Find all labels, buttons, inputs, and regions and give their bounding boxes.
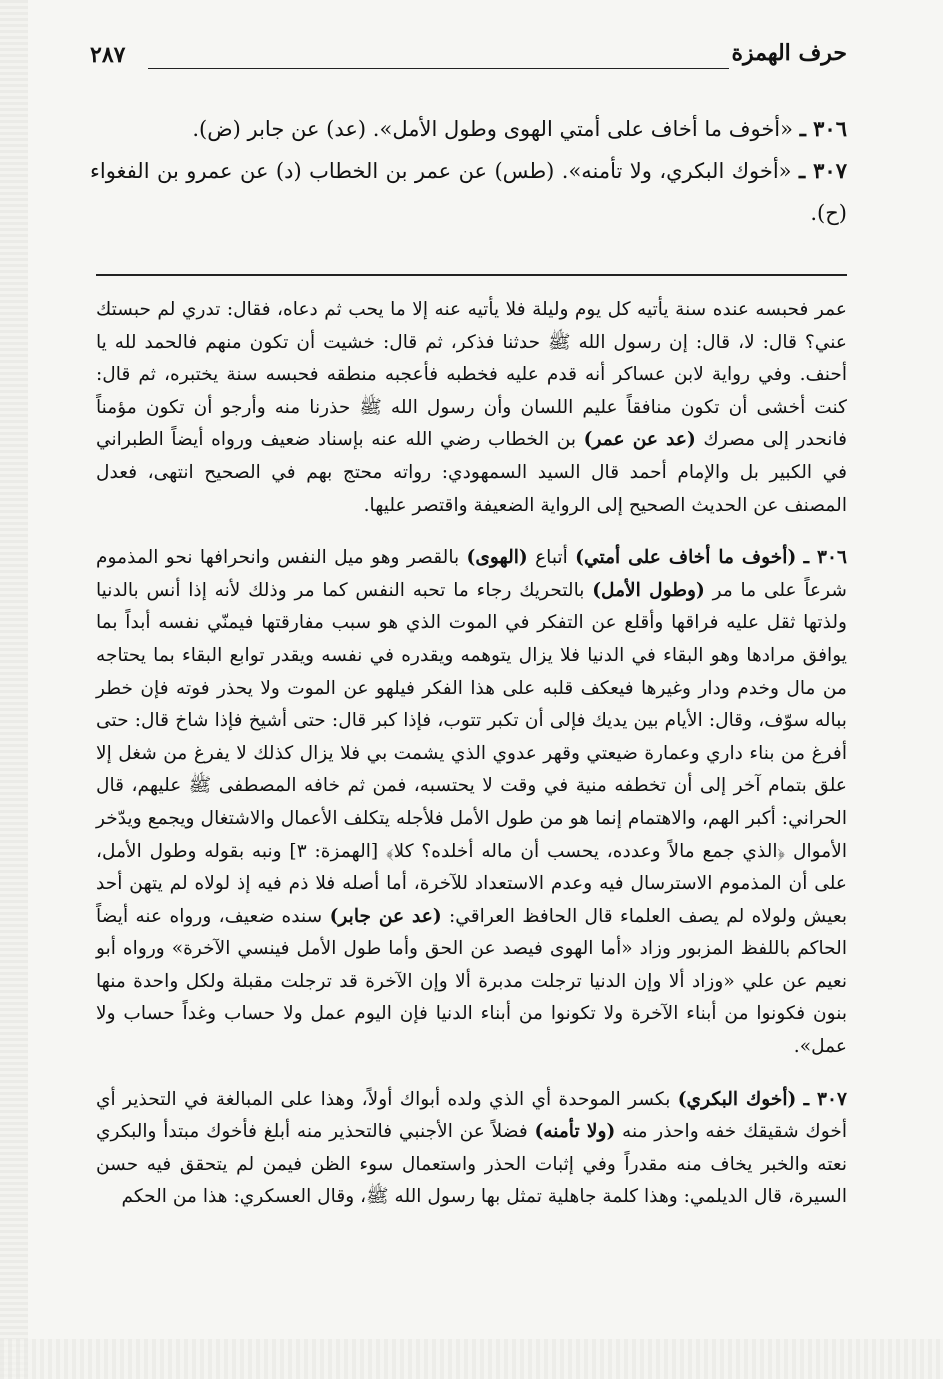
hadith-307: [90, 150, 847, 234]
commentary-text: عمر فحبسه عنده سنة يأتيه كل يوم وليلة فلا يأتيه عنه إلا ما يحب ثم دعاه، فقال: تدري لم حبستك عني؟ قال: لا، قال: إن رسول الله ﷺ حدثنا فذكر، ثم قال: خشيت أن تكون منهم فالحمد لله يا أحنف. وفي رواية لابن عساكر أنه قدم عليه فخطبه فأعجبه منطقه فحبسه سنة يختبره، ثم قال: كنت أخشى أن تكون منافقاً عليم اللسان وأن رسول الله ﷺ حذرنا منه وأرجو أن تكون مؤمناً فانحدر إلى مصرك: [96, 299, 847, 451]
chapter-title: حرف الهمزة: [731, 40, 847, 66]
commentary-text: بن الخطاب رضي الله عنه بإسناد ضعيف ورواه أيضاً الطبراني في الكبير بل والإمام أحمد قال السيد السمهودي: رواته محتج بهم في الصحيح انتهى، فعدل المصنف عن الحديث الصحيح إلى الرواية الضعيفة واقتصر عليها.: [96, 429, 847, 516]
commentary: [96, 294, 847, 1214]
commentary-text: بالتحريك رجاء ما تحبه النفس كما مر وذلك لأنه إذا أنس بالدنيا ولذتها ثقل عليه فراقها وأقلع عن التفكر في الموت الذي هو سبب مفارقتها فيمنّي نفسه أبداً بما يوافق مرادها وهو البقاء في الدنيا فلا يزال يتوهمه ويقدره في نفسه ويقدر توابع البقاء بما يحتاجه من مال وخدم ودار وغيرها فيعكف قلبه على هذا الفكر فيلهو عن الموت ولا يحذر فوته فإن خطر بباله سوّف، وقال: الأيام بين يديك فإلى أن تكبر تتوب، فإذا كبر قال: حتى أشيخ فإذا شاخ قال: حتى أفرغ من بناء داري وعمارة ضيعتي وقهر عدوي الذي يشمت بي فلا يزال كذلك لا يفرغ من شغل إلا علق بتمام آخر إلى أن تخطفه منية في وقت لا يحتسبه، فمن ثم خافه المصطفى ﷺ عليهم، قال الحراني: أكبر الهم، والاهتمام إنما هو من طول الأمل فلأجله يتكلف الأعمال والاشتغال ويجمع ويدّخر الأموال ﴿الذي جمع مالاً وعدده، يحسب أن ماله أخلده؟ كلا﴾ [الهمزة: ٣] ونبه بقوله وطول الأمل، على أن المذموم الاسترسال فيه وعدم الاستعداد للآخرة، أما أصله فلا ذم فيه إذ لولاه لم يتهن أحد بعيش ولولاه لم يصف العلماء قال الحافظ العراقي:: [96, 579, 848, 927]
hadith-306: [90, 108, 847, 150]
quoted-phrase: (ولا تأمنه): [534, 1121, 616, 1143]
commentary-number: ٣٠٦ ـ: [803, 547, 847, 569]
hadith-number: ٣٠٦ ـ: [799, 116, 847, 141]
quoted-phrase: (الهوى): [466, 547, 528, 569]
page-header: [90, 40, 847, 76]
commentary-paragraph-306: [96, 542, 847, 1064]
quoted-phrase: (أخوك البكري): [677, 1088, 797, 1110]
hadith-texts: [90, 108, 847, 234]
commentary-paragraph-continuation: [96, 294, 847, 522]
paragraph-gap: [96, 522, 847, 542]
source-reference: (عد عن عمر): [583, 429, 696, 451]
commentary-paragraph-307: [96, 1084, 847, 1214]
scan-edge-left: [0, 0, 28, 1379]
hadith-text: «أخوف ما أخاف على أمتي الهوى وطول الأمل». (عد) عن جابر (ض).: [192, 117, 793, 141]
commentary-text: فضلاً عن الأجنبي فالتحذير منه أبلغ فأخوك مبتدأ والبكري نعته والخبر يخاف منه مقدراً وفي إثبات الحذر واستعمال سوء الظن فيمن لم يتحقق فيه حسن السيرة، قال الديلمي: وهذا كلمة جاهلية تمثل بها رسول الله ﷺ، وقال العسكري: هذا من الحكم: [96, 1121, 847, 1208]
footnote-divider: [96, 274, 847, 276]
source-reference: (عد عن جابر): [329, 905, 442, 927]
hadith-number: ٣٠٧ ـ: [798, 158, 847, 183]
quoted-phrase: (وطول الأمل): [592, 579, 705, 601]
quoted-phrase: (أخوف ما أخاف على أمتي): [575, 547, 797, 569]
page-number: ٢٨٧: [90, 42, 126, 68]
commentary-text: بالقصر وهو ميل النفس وانحرافها نحو المذموم شرعاً على ما مر: [96, 547, 847, 601]
scan-edge-bottom: [0, 1339, 943, 1379]
commentary-number: ٣٠٧ ـ: [803, 1088, 847, 1110]
commentary-text: سنده ضعيف، ورواه عنه أيضاً الحاكم باللفظ المزبور وزاد «أما الهوى فيصد عن الحق وأما طول الأمل فينسي الآخرة» ورواه أبو نعيم عن علي «وزاد ألا وإن الدنيا ترجلت مدبرة ألا وإن الآخرة قد ترجلت مقبلة ولكل واحدة منها بنون فكونوا من أبناء الآخرة ولا تكونوا من أبناء الدنيا فإن اليوم عمل ولا حساب وغداً حساب ولا عمل».: [96, 905, 847, 1058]
hadith-text: «أخوك البكري، ولا تأمنه». (طس) عن عمر بن الخطاب (د) عن عمرو بن الفغواء (ح).: [90, 159, 847, 225]
commentary-text: بكسر الموحدة أي الذي ولده أبواك أولاً، وهذا على المبالغة في التحذير أي أخوك شقيقك خفه واحذر منه: [96, 1088, 847, 1143]
header-rule: [148, 68, 729, 69]
commentary-text: أتباع: [535, 547, 568, 569]
paragraph-gap: [96, 1064, 847, 1084]
